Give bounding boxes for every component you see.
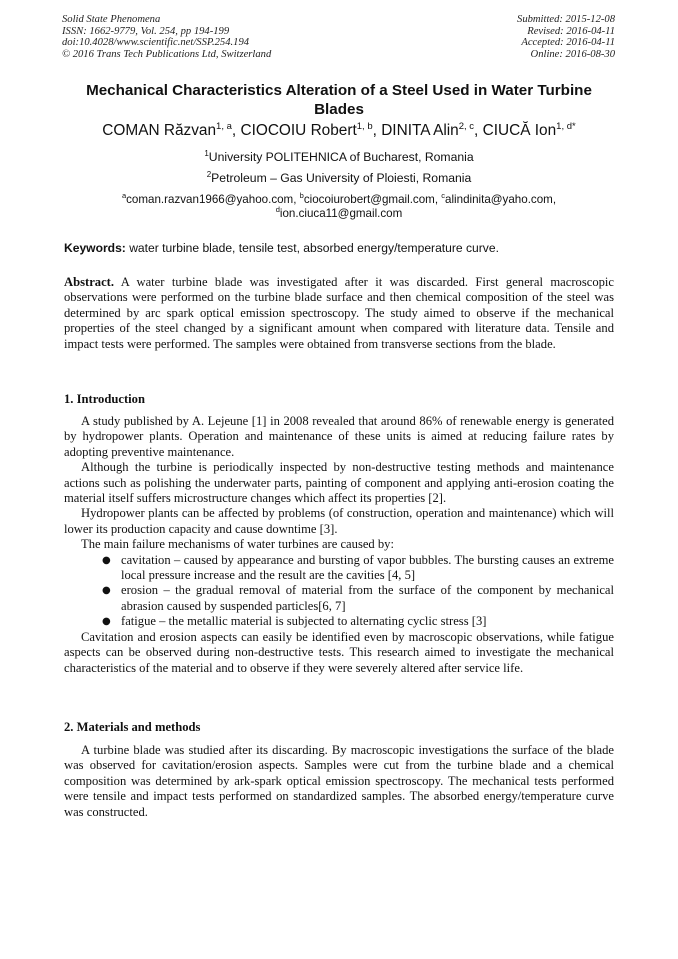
keywords (64, 241, 499, 255)
email-mark: d (275, 205, 280, 214)
bullet-icon: ● (102, 554, 111, 566)
journal-name: Solid State Phenomena (62, 14, 161, 25)
journal-doi[interactable]: doi:10.4028/www.scientific.net/SSP.254.194 (62, 37, 250, 49)
paragraph: Cavitation and erosion aspects can easily be identified even by macroscopic observations, while fatigue aspects can be observed during non-destructive tests. This research aimed to investigate the mechanical characteristics of the material and to observe if they were severely altered after service life. (64, 629, 614, 675)
author-separator: , (474, 122, 483, 139)
journal-info (62, 14, 271, 60)
list-item (102, 552, 614, 584)
paragraph: Although the turbine is periodically inspected by non-destructive testing methods and maintenance actions such as polishing the underwater parts, painting of component and applying anti-erosion coating the material itself suffers microstructure changes which affect its properties [2]. (64, 460, 614, 506)
introduction-body (64, 414, 614, 676)
email-link[interactable]: ion.ciuca11@gmail.com (279, 207, 403, 220)
author-affiliation-mark: 1, d* (556, 121, 576, 132)
affiliation (40, 171, 638, 185)
email-mark: b (299, 191, 304, 200)
keywords-text: water turbine blade, tensile test, absorbed energy/temperature curve. (125, 241, 499, 255)
submission-dates (517, 14, 615, 60)
abstract (64, 275, 614, 352)
list-item (102, 583, 614, 614)
failure-mechanisms-list (64, 553, 614, 630)
submitted-date: Submitted: 2015-12-08 (517, 14, 615, 25)
methods-body (64, 743, 614, 820)
author-list (40, 121, 638, 141)
abstract-text: A water turbine blade was investigated after it was discarded. First general macroscopic observations were performed on the turbine blade surface and then chemical composition of the steel was determined by arc spark optical emission spectroscopy. The study aimed to observe if the mechanical properties of the steel changed by a significant amount when compared with literature data. Tensile and impact tests were performed. The samples were obtained from transverse sections from the blade. (64, 275, 614, 351)
paragraph: A study published by A. Lejeune [1] in 2008 revealed that around 86% of renewable energy is generated by hydropower plants. Operation and maintenance of these units is aimed at reducing failure rates by adopting preventive maintenance. (64, 414, 614, 459)
email-link[interactable]: coman.razvan1966@yahoo.com, (126, 193, 300, 206)
email-link[interactable]: ciocoiurobert@gmail.com, (303, 193, 442, 206)
list-item-text: cavitation – caused by appearance and bursting of vapor bubbles. The bursting causes an extreme local pressure increase and the result are the cavities [4, 5] (121, 552, 614, 583)
bullet-icon: ● (102, 616, 111, 628)
email-mark: c (441, 191, 446, 200)
author-name: COMAN Răzvan (102, 122, 217, 139)
journal-copyright: © 2016 Trans Tech Publications Ltd, Switzerland (62, 48, 272, 60)
author-emails (40, 193, 638, 221)
author-name: CIUCĂ Ion (482, 122, 557, 139)
author-affiliation-mark: 1, a (216, 121, 232, 132)
author-name: CIOCOIU Robert (240, 122, 357, 139)
author-separator: , (231, 122, 241, 139)
affiliation-text: University POLITEHNICA of Bucharest, Romania (208, 150, 474, 164)
list-item-text: fatigue – the metallic material is subjected to alternating cyclic stress [3] (121, 614, 487, 629)
abstract-label: Abstract. (64, 275, 115, 289)
affiliation-mark: 2 (206, 170, 212, 179)
abstract-paragraph (64, 275, 614, 352)
section-heading-materials-methods: 2. Materials and methods (64, 720, 201, 734)
affiliation (40, 150, 638, 164)
author-affiliation-mark: 1, b (356, 121, 373, 132)
revised-date: Revised: 2016-04-11 (527, 25, 615, 37)
author-affiliation-mark: 2, c (458, 121, 475, 132)
accepted-date: Accepted: 2016-04-11 (521, 37, 615, 49)
author-separator: , (372, 122, 382, 139)
paragraph: The main failure mechanisms of water turbines are caused by: (81, 537, 394, 552)
list-item (102, 614, 614, 629)
author-name: DINITA Alin (381, 122, 459, 139)
list-item-text: erosion – the gradual removal of material from the surface of the component by mechanical abrasion caused by suspended particles[6, 7] (121, 583, 614, 613)
email-mark: a (121, 191, 127, 200)
section-heading-introduction: 1. Introduction (64, 392, 145, 406)
online-date: Online: 2016-08-30 (530, 48, 615, 60)
journal-issn: ISSN: 1662-9779, Vol. 254, pp 194-199 (62, 25, 230, 37)
affiliation-mark: 1 (204, 149, 209, 158)
affiliation-text: Petroleum – Gas University of Ploiesti, Romania (211, 171, 472, 185)
paper-title: Mechanical Characteristics Alteration of a Steel Used in Water Turbine Blades (86, 82, 592, 118)
bullet-icon: ● (102, 585, 111, 597)
email-link[interactable]: alindinita@yaho.com, (445, 193, 557, 206)
keywords-label: Keywords: (64, 241, 126, 255)
paragraph: A turbine blade was studied after its discarding. By macroscopic investigations the surface of the blade was observed for cavitation/erosion aspects. Samples were cut from the turbine blade and a chemical composition was determined by ark-spark optical emission spectroscopy. The mechanical tests performed were tensile and impact tests performed on standardized samples. The absorbed energy/temperature curve was constructed. (64, 743, 614, 819)
paragraph: Hydropower plants can be affected by problems (of construction, operation and maintenance) which will lower its production capacity and cause downtime [3]. (64, 506, 614, 536)
